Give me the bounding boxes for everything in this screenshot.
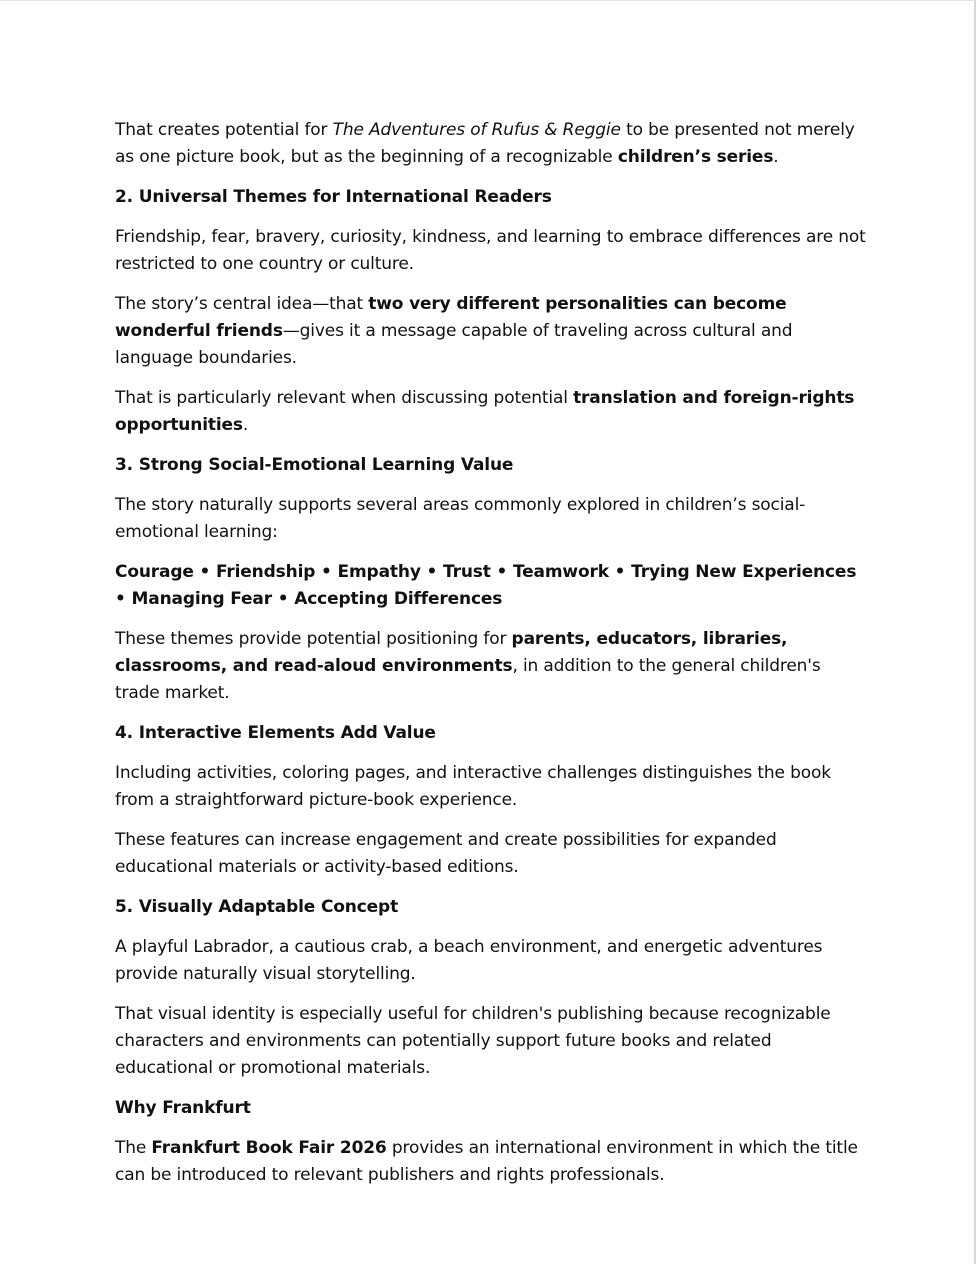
why-text-b: provides an international environment in which the title can be introduced to relevant publishers and rights professionals.	[115, 1138, 858, 1185]
s2p2-text-b: —gives it a message capable of traveling across cultural and language boundaries.	[115, 321, 793, 368]
intro-text-a: That creates potential for	[115, 120, 333, 140]
themes-bold: Courage • Friendship • Empathy • Trust • Teamwork • Trying New Experiences • Managing Fear • Accepting Differences	[115, 562, 857, 609]
section-4-paragraph-1: Including activities, coloring pages, and interactive challenges distinguishes the book from a straightforward picture-book experience.	[115, 763, 831, 810]
section-3-themes-list	[115, 559, 867, 613]
s2p3-text-a: That is particularly relevant when discussing potential	[115, 388, 574, 408]
section-3-heading: 3. Strong Social-Emotional Learning Value	[115, 455, 514, 475]
why-bold: Frankfurt Book Fair 2026	[151, 1138, 387, 1158]
section-2-paragraph-3	[115, 385, 867, 439]
intro-paragraph	[115, 117, 867, 171]
section-2-heading: 2. Universal Themes for International Readers	[115, 187, 552, 207]
why-frankfurt-heading: Why Frankfurt	[115, 1098, 251, 1118]
intro-bold: children’s series	[617, 147, 774, 167]
s2p2-bold: two very different personalities can become wonderful friends	[115, 294, 787, 341]
section-5-paragraph-1: A playful Labrador, a cautious crab, a beach environment, and energetic adventures provide naturally visual storytelling.	[115, 937, 823, 984]
section-3-paragraph-2	[115, 626, 867, 707]
section-2-paragraph-2	[115, 291, 867, 372]
s3p2-text-a: These themes provide potential positioning for	[115, 629, 512, 649]
section-4-heading: 4. Interactive Elements Add Value	[115, 723, 436, 743]
document-body	[115, 117, 867, 1202]
intro-text-c: .	[773, 147, 779, 167]
s3p2-text-b: , in addition to the general children's trade market.	[115, 656, 821, 703]
why-text-a: The	[115, 1138, 152, 1158]
section-3-paragraph-1: The story naturally supports several areas commonly explored in children’s social-emotional learning:	[115, 495, 806, 542]
why-frankfurt-paragraph	[115, 1135, 867, 1189]
section-5-heading: 5. Visually Adaptable Concept	[115, 897, 399, 917]
section-2-paragraph-1: Friendship, fear, bravery, curiosity, kindness, and learning to embrace differences are not restricted to one country or culture.	[115, 227, 866, 274]
s2p3-text-b: .	[242, 415, 249, 435]
s2p3-bold: translation and foreign-rights opportunities	[115, 388, 855, 435]
book-title-italic: The Adventures of Rufus & Reggie	[332, 120, 621, 140]
section-5-paragraph-2: That visual identity is especially useful for children's publishing because recognizable characters and environments can potentially support future books and related educational or promotional materials.	[115, 1004, 831, 1078]
intro-text-b: to be presented not merely as one picture book, but as the beginning of a recognizable	[115, 120, 855, 167]
s2p2-text-a: The story’s central idea—that	[115, 294, 369, 314]
s3p2-bold: parents, educators, libraries, classrooms, and read-aloud environments	[115, 629, 788, 676]
section-4-paragraph-2: These features can increase engagement and create possibilities for expanded educational materials or activity-based editions.	[115, 830, 777, 877]
